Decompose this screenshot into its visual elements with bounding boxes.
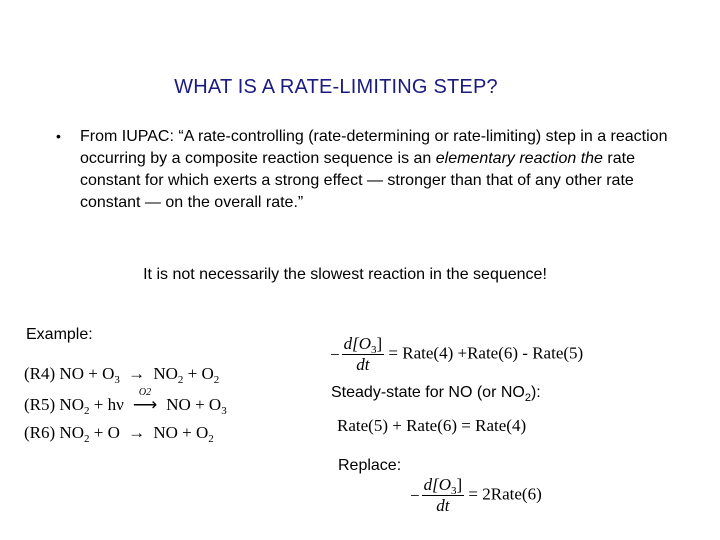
bullet-marker: • (56, 128, 61, 144)
quote-text-2: rate constant for which exerts a strong effect — stronger than that of any other rate constant — on the overall rate.” (80, 150, 635, 211)
quote-text-italic: elementary reaction the (435, 150, 603, 167)
replace-label: Replace: (338, 457, 402, 474)
product: NO + O (166, 395, 222, 414)
reactant: NO + O (59, 364, 115, 383)
equation-rhs: = 2Rate(6) (468, 484, 542, 504)
reaction-r5 (24, 387, 227, 417)
reaction-id: (R5) (24, 395, 56, 414)
subscript: 2 (213, 374, 220, 386)
iupac-quote (80, 126, 670, 214)
numerator: $d[O_3]$ (343, 334, 383, 356)
ozone-rate-equation (330, 334, 583, 375)
denominator: dt (436, 496, 450, 515)
subscript: 2 (177, 374, 184, 386)
steady-state-equation: Rate(5) + Rate(6) = Rate(4) (337, 416, 527, 435)
denominator: dt (356, 355, 370, 374)
reactant: NO (59, 395, 84, 414)
subscript: 3 (221, 405, 227, 417)
arrow-glyph: ⟶ (132, 395, 158, 414)
numerator: $d[O_3]$ (423, 475, 463, 497)
reactant: NO (59, 423, 84, 442)
subscript: 3 (114, 374, 120, 386)
product: NO + O (153, 423, 209, 442)
reaction-r4 (24, 364, 219, 384)
subscript: 2 (83, 405, 90, 417)
subscript: 2 (83, 433, 90, 445)
product: + O (183, 364, 214, 383)
minus-sign: − (330, 344, 340, 364)
product: NO (153, 364, 178, 383)
derivative-fraction (342, 334, 385, 375)
slowest-note: It is not necessarily the slowest reaction in the sequence! (143, 266, 547, 283)
reaction-r6 (24, 423, 214, 443)
reaction-arrow-icon: → (128, 364, 146, 383)
slide-title: WHAT IS A RATE-LIMITING STEP? (174, 76, 498, 98)
reaction-arrow-icon (128, 387, 162, 415)
reactant: + hν (89, 395, 124, 414)
reactant: + O (89, 423, 120, 442)
subscript: 2 (208, 433, 214, 445)
reaction-id: (R4) (24, 364, 56, 383)
arrow-label: O2 (138, 387, 152, 398)
ozone-rate-result (410, 475, 542, 516)
example-label: Example: (26, 326, 93, 343)
minus-sign: − (410, 485, 420, 505)
equation-rhs: = Rate(4) +Rate(6) - Rate(5) (388, 343, 584, 363)
reaction-arrow-icon: → (128, 423, 146, 442)
steady-state-label: Steady-state for NO (or $NO_2$): (331, 384, 541, 404)
quote-text-1: From IUPAC: “A rate-controlling (rate-determining or rate-limiting) step in a reaction occurring by a composite reaction sequence is an (80, 128, 668, 167)
reaction-id: (R6) (24, 423, 56, 442)
derivative-fraction (422, 475, 465, 516)
